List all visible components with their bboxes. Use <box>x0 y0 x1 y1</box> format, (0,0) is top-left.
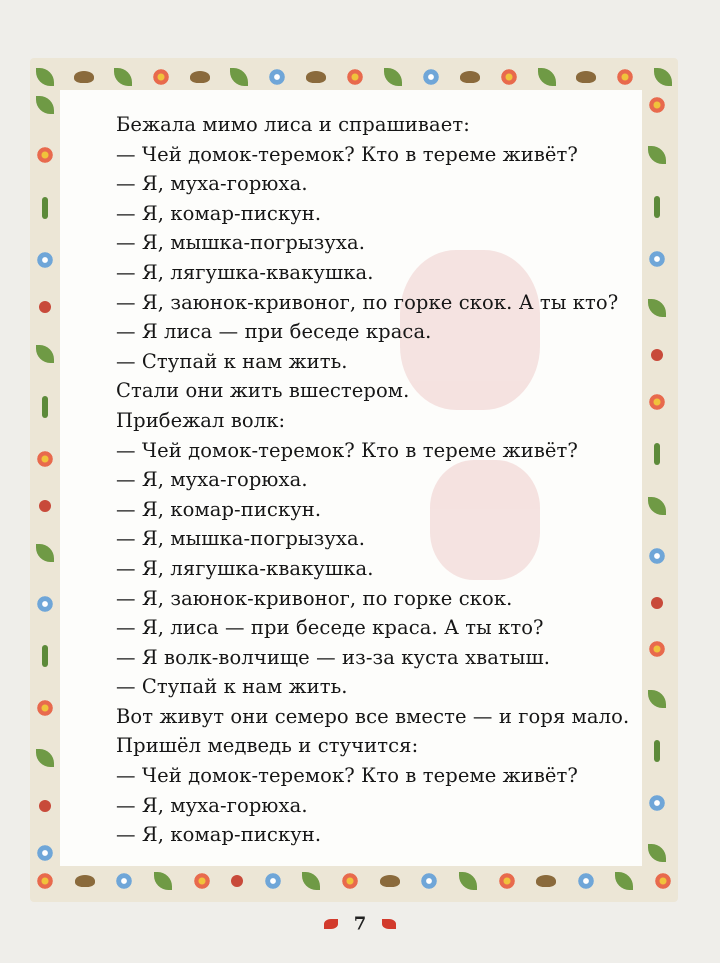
text-line: — Я, заюнок-кривоног, по горке скок. <box>116 586 513 610</box>
text-line: — Я, комар-пискун. <box>116 823 322 847</box>
leaf-icon <box>230 68 248 86</box>
berry-icon <box>231 875 243 887</box>
text-line: Стали они жить вшестером. <box>116 379 410 403</box>
leaf-icon <box>615 872 633 890</box>
flower-icon <box>648 393 666 411</box>
flower-icon <box>268 68 286 86</box>
flower-icon <box>346 68 364 86</box>
plant-icon <box>42 197 48 219</box>
leaf-icon <box>36 345 54 363</box>
leaf-icon <box>36 68 54 86</box>
leaf-icon <box>648 844 666 862</box>
flower-icon <box>498 872 516 890</box>
plant-icon <box>654 740 660 762</box>
text-line: — Я, мышка-погрызуха. <box>116 527 366 551</box>
bird-icon <box>460 71 480 83</box>
bird-icon <box>576 71 596 83</box>
leaf-icon <box>384 68 402 86</box>
flower-icon <box>500 68 518 86</box>
text-line: — Я, муха-горюха. <box>116 793 308 817</box>
berry-icon <box>651 597 663 609</box>
flower-icon <box>648 96 666 114</box>
leaf-icon <box>36 749 54 767</box>
text-line: — Чей домок-теремок? Кто в тереме живёт? <box>116 438 578 462</box>
leaf-icon <box>654 68 672 86</box>
bird-icon <box>190 71 210 83</box>
text-line: — Я, заюнок-кривоног, по горке скок. А ты кто? <box>116 290 619 314</box>
leaf-icon <box>302 872 320 890</box>
leaf-icon <box>36 544 54 562</box>
leaf-icon <box>538 68 556 86</box>
flower-icon <box>654 872 672 890</box>
flower-icon <box>36 595 54 613</box>
flower-icon <box>422 68 440 86</box>
story-text <box>116 110 630 850</box>
leaf-icon <box>648 299 666 317</box>
flower-icon <box>36 844 54 862</box>
bird-icon <box>380 875 400 887</box>
text-line: — Я, комар-пискун. <box>116 201 322 225</box>
text-line: Бежала мимо лиса и спрашивает: <box>116 113 470 136</box>
plant-icon <box>42 396 48 418</box>
text-line: — Я, муха-горюха. <box>116 468 308 492</box>
flower-icon <box>648 547 666 565</box>
leaf-icon <box>648 690 666 708</box>
plant-icon <box>42 645 48 667</box>
flower-icon <box>648 794 666 812</box>
page-number <box>0 913 720 935</box>
text-line: — Чей домок-теремок? Кто в тереме живёт? <box>116 142 578 166</box>
text-line: — Я, лягушка-квакушка. <box>116 556 374 580</box>
flower-icon <box>648 640 666 658</box>
text-line: — Ступай к нам жить. <box>116 349 348 373</box>
flower-icon <box>36 699 54 717</box>
text-line: — Я волк-волчище — из-за куста хватыш. <box>116 645 550 669</box>
ornament-border-right <box>642 96 672 862</box>
berry-icon <box>651 349 663 361</box>
bird-icon <box>75 875 95 887</box>
leaf-icon <box>459 872 477 890</box>
leaf-icon <box>648 497 666 515</box>
flower-icon <box>36 251 54 269</box>
leaf-icon <box>648 146 666 164</box>
berry-icon <box>39 800 51 812</box>
text-line: — Ступай к нам жить. <box>116 675 348 699</box>
leaf-icon <box>154 872 172 890</box>
text-line: — Я, лиса — при беседе краса. А ты кто? <box>116 616 544 640</box>
berry-icon <box>39 301 51 313</box>
text-line: — Я, муха-горюха. <box>116 172 308 196</box>
ornament-border-top <box>36 60 672 94</box>
berry-icon <box>39 500 51 512</box>
flower-icon <box>420 872 438 890</box>
text-line: Прибежал волк: <box>116 408 286 432</box>
text-line: — Я, комар-пискун. <box>116 497 322 521</box>
flower-icon <box>264 872 282 890</box>
ornament-icon <box>324 919 338 929</box>
bird-icon <box>536 875 556 887</box>
text-line: — Я, лягушка-квакушка. <box>116 260 374 284</box>
flower-icon <box>36 872 54 890</box>
text-line: — Чей домок-теремок? Кто в тереме живёт? <box>116 764 578 788</box>
ornament-icon <box>382 919 396 929</box>
flower-icon <box>193 872 211 890</box>
leaf-icon <box>36 96 54 114</box>
flower-icon <box>152 68 170 86</box>
flower-icon <box>36 450 54 468</box>
text-line: Вот живут они семеро все вместе — и горя мало. <box>116 704 630 728</box>
plant-icon <box>654 196 660 218</box>
bird-icon <box>74 71 94 83</box>
flower-icon <box>577 872 595 890</box>
text-line: — Я лиса — при беседе краса. <box>116 320 432 344</box>
page-number-value: 7 <box>353 913 367 935</box>
flower-icon <box>115 872 133 890</box>
flower-icon <box>341 872 359 890</box>
ornament-border-bottom <box>36 864 672 898</box>
plant-icon <box>654 443 660 465</box>
text-line: Пришёл медведь и стучится: <box>116 734 419 758</box>
flower-icon <box>36 146 54 164</box>
text-line: — Я, мышка-погрызуха. <box>116 231 366 255</box>
leaf-icon <box>114 68 132 86</box>
flower-icon <box>648 250 666 268</box>
flower-icon <box>616 68 634 86</box>
ornament-border-left <box>30 96 60 862</box>
bird-icon <box>306 71 326 83</box>
